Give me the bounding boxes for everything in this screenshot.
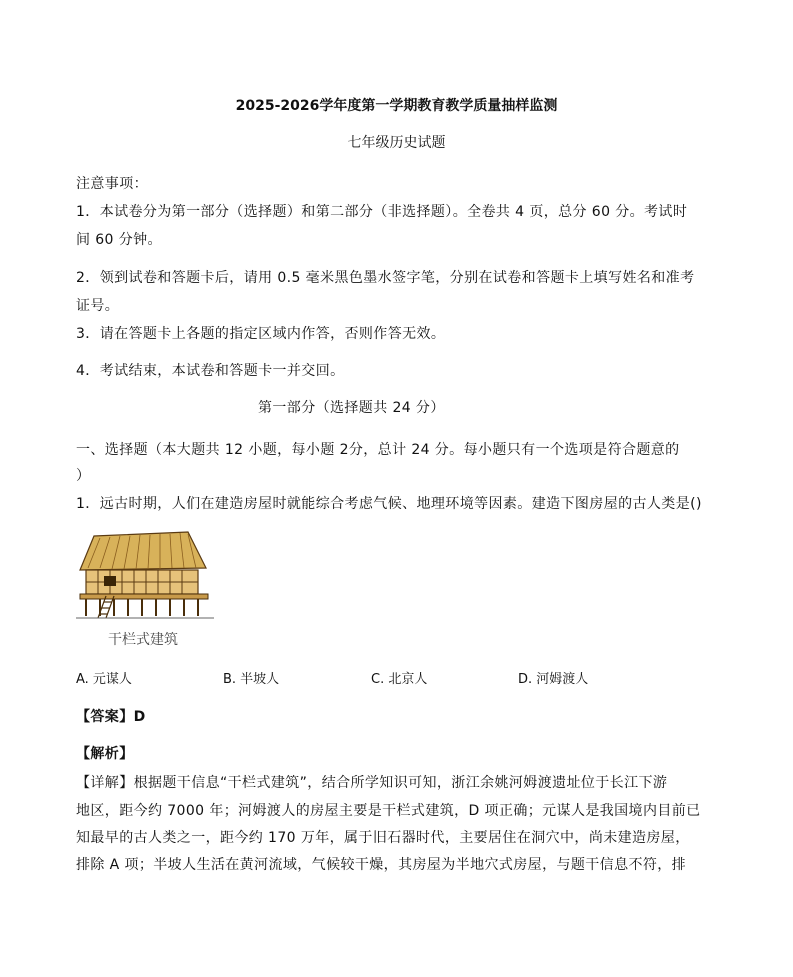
note-1-line-1: 1．本试卷分为第一部分（选择题）和第二部分（非选择题）。全卷共 4 页，总分 60 分。考试时 xyxy=(76,204,688,220)
option-a: A. 元谋人 xyxy=(76,672,132,687)
image-caption: 干栏式建筑 xyxy=(108,632,178,648)
note-1-line-2: 间 60 分钟。 xyxy=(76,232,162,248)
note-4: 4．考试结束，本试卷和答题卡一并交回。 xyxy=(76,363,345,379)
note-2-line-1: 2．领到试卷和答题卡后，请用 0.5 毫米黑色墨水签字笔，分别在试卷和答题卡上填写姓名和准考 xyxy=(76,270,695,286)
page-title: 2025-2026学年度第一学期教育教学质量抽样监测 xyxy=(235,98,558,114)
part1-title: 第一部分（选择题共 24 分） xyxy=(258,400,445,416)
answer-value: D xyxy=(133,709,146,725)
answer-line xyxy=(76,709,146,725)
analysis-label: 【解析】 xyxy=(76,746,134,762)
option-b: B. 半坡人 xyxy=(223,672,280,687)
section-heading-line-1: 一、选择题（本大题共 12 小题，每小题 2分，总计 24 分。每小题只有一个选项是符合题意的 xyxy=(76,442,680,458)
detail-line-4: 排除 A 项；半坡人生活在黄河流域，气候较干燥，其房屋为半地穴式房屋，与题干信息不符，排 xyxy=(76,857,687,873)
detail-line-1: 【详解】根据题干信息“干栏式建筑”，结合所学知识可知，浙江余姚河姆渡遗址位于长江下游 xyxy=(76,775,668,791)
notes-heading: 注意事项： xyxy=(76,176,148,192)
page-subtitle: 七年级历史试题 xyxy=(347,135,446,151)
detail-line-2: 地区，距今约 7000 年；河姆渡人的房屋主要是干栏式建筑，D 项正确；元谋人是我国境内目前已 xyxy=(76,803,701,819)
note-3: 3．请在答题卡上各题的指定区域内作答，否则作答无效。 xyxy=(76,326,446,342)
section-heading-line-2: ） xyxy=(76,468,91,484)
option-d: D. 河姆渡人 xyxy=(518,672,589,687)
option-c: C. 北京人 xyxy=(371,672,428,687)
note-2-line-2: 证号。 xyxy=(76,298,120,314)
stilt-house-illustration xyxy=(76,530,214,620)
question-1-stem: 1．远古时期，人们在建造房屋时就能综合考虑气候、地理环境等因素。建造下图房屋的古人类是() xyxy=(76,496,702,512)
detail-line-3: 知最早的古人类之一，距今约 170 万年，属于旧石器时代，主要居住在洞穴中，尚未建造房屋， xyxy=(76,830,690,846)
answer-label: 【答案】 xyxy=(76,709,134,725)
